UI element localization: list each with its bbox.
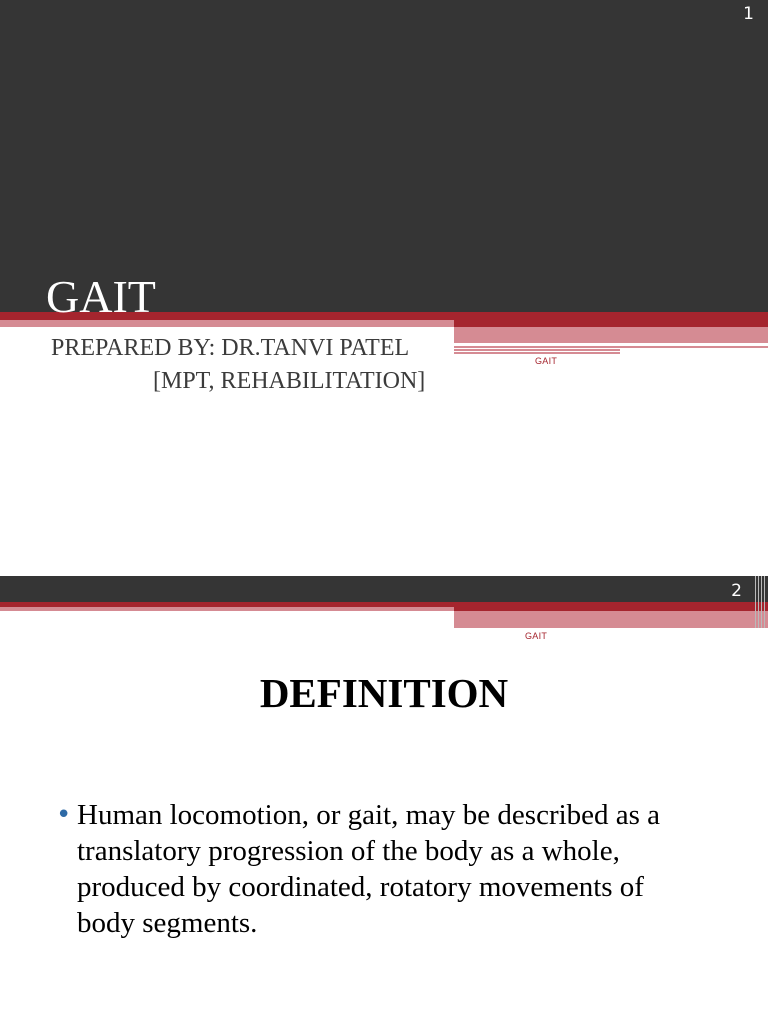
title-background-band bbox=[0, 0, 768, 312]
slide-footer: GAIT bbox=[525, 631, 548, 641]
header-background-band bbox=[0, 576, 768, 602]
bullet-list bbox=[56, 797, 706, 941]
accent-line bbox=[454, 349, 620, 351]
slide-number: 2 bbox=[731, 581, 742, 601]
accent-line bbox=[454, 346, 768, 348]
list-item bbox=[56, 797, 706, 941]
slide-title: DEFINITION bbox=[259, 670, 509, 716]
bullet-icon: • bbox=[56, 800, 72, 830]
qualification-line: [MPT, REHABILITATION] bbox=[153, 368, 426, 394]
accent-line bbox=[454, 352, 620, 354]
slide-title: GAIT bbox=[46, 271, 156, 322]
bullet-text: Human locomotion, or gait, may be described as a translatory progression of the body as a whole, produced by coordinated, rotatory movements of body segments. bbox=[77, 799, 661, 939]
slide-footer: GAIT bbox=[535, 356, 558, 366]
accent-stripe-pink-left bbox=[0, 607, 454, 611]
slide-number: 1 bbox=[743, 4, 754, 24]
presenter-line: PREPARED BY: DR.TANVI PATEL bbox=[51, 335, 410, 361]
slide-2 bbox=[0, 576, 768, 1024]
edge-decoration bbox=[754, 576, 768, 628]
accent-stripe-pink-right bbox=[454, 327, 768, 343]
accent-stripe-pink-right bbox=[454, 611, 768, 628]
